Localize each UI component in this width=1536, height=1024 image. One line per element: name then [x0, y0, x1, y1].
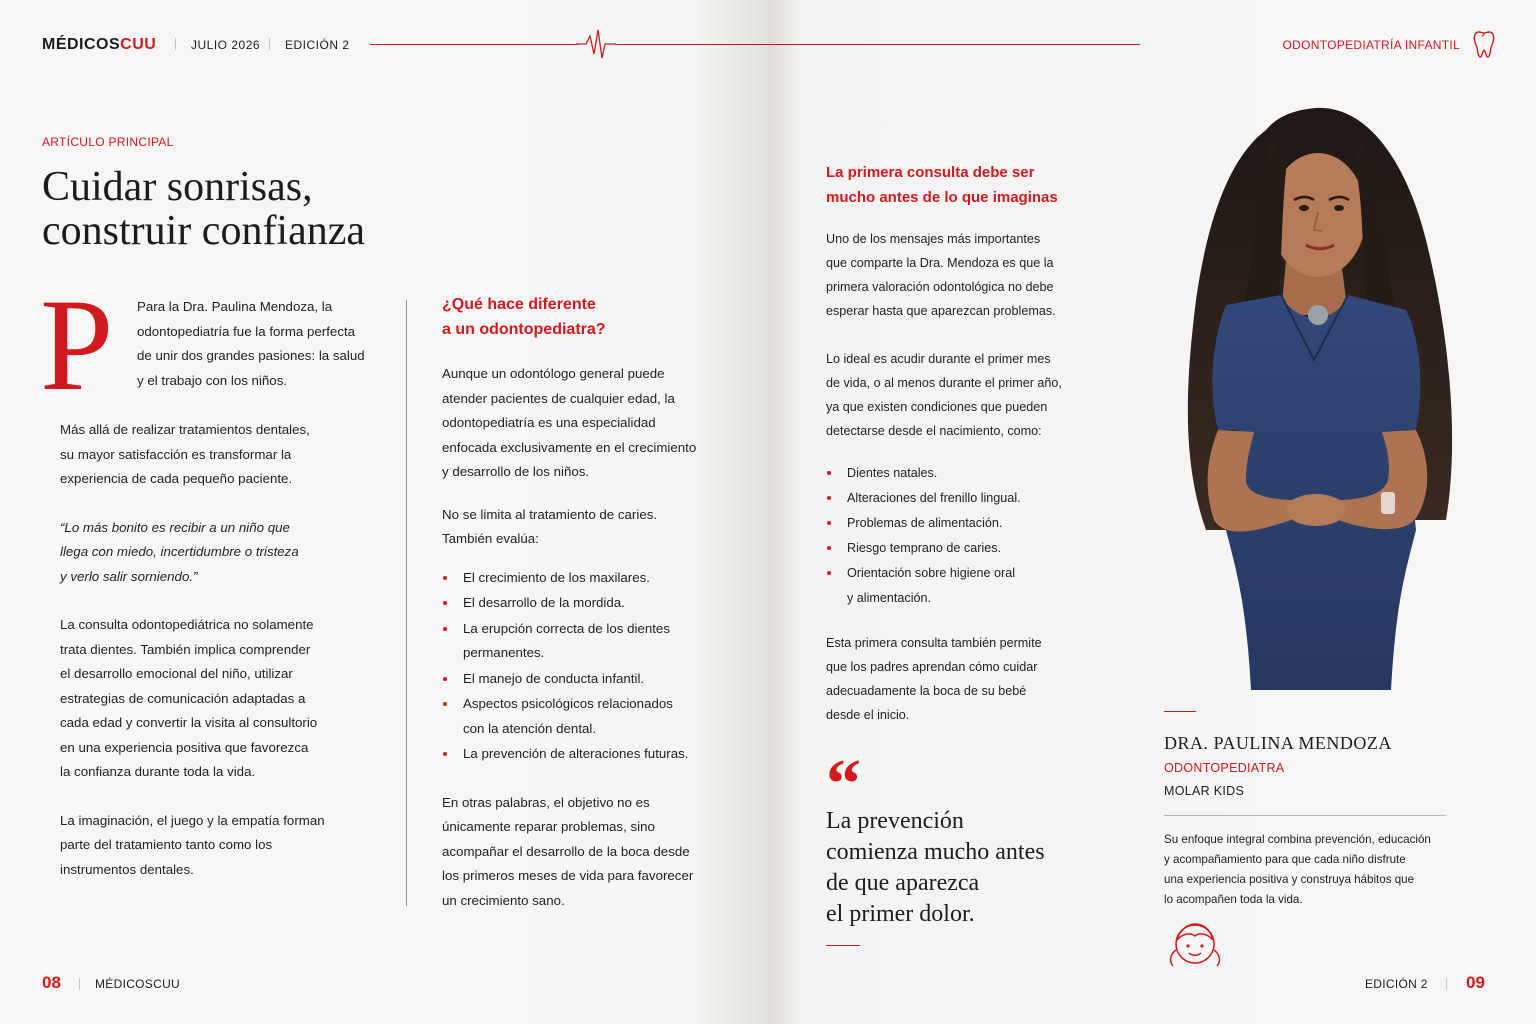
- doctor-portrait: [1086, 100, 1536, 690]
- list-item: [826, 536, 1086, 561]
- child-face-icon: [1164, 918, 1226, 970]
- text-line: únicamente reparar problemas, sino: [442, 819, 655, 834]
- text-line: trata dientes. También implica comprender: [60, 641, 311, 657]
- text-line: y desarrollo de los niños.: [442, 464, 590, 479]
- heading-line: mucho antes de lo que imaginas: [826, 188, 1058, 206]
- header-rule: [370, 44, 578, 45]
- text-line: experiencia de cada pequeño paciente.: [60, 471, 293, 486]
- text-line: ya que existen condiciones que pueden: [826, 400, 1048, 414]
- tooth-icon: [1473, 30, 1495, 58]
- section-heading: [826, 161, 1086, 210]
- text-line: Alteraciones del frenillo lingual.: [847, 491, 1021, 505]
- text-line: que comparte la Dra. Mendoza es que la: [826, 256, 1054, 270]
- text-line: esperar hasta que aparezcan problemas.: [826, 304, 1056, 318]
- text-line: una experiencia positiva y construya hábitos que: [1164, 873, 1415, 886]
- text-line: enfocada exclusivamente en el crecimiento: [442, 439, 697, 455]
- text-line: lo acompañen toda la vida.: [1164, 893, 1303, 906]
- text-line: Uno de los mensajes más importantes: [826, 232, 1041, 246]
- text-line: con la atención dental.: [463, 720, 597, 736]
- doctor-description: [1164, 830, 1454, 910]
- footer-separator: [1446, 978, 1447, 990]
- text-line: También evalúa:: [442, 531, 539, 546]
- text-line: Para la Dra. Paulina Mendoza, la: [137, 299, 333, 314]
- quote-line: y verlo salir sorniendo.”: [60, 568, 198, 584]
- list-item: [442, 591, 712, 616]
- evaluation-list: [442, 566, 712, 767]
- text-line: Aspectos psicológicos relacionados: [463, 696, 673, 711]
- heading-line: a un odontopediatra?: [442, 320, 606, 338]
- doctor-name: DRA. PAULINA MENDOZA: [1164, 733, 1392, 753]
- issue-date: JULIO 2026: [191, 38, 261, 52]
- text-line: odontopediatría es una especialidad: [442, 415, 656, 430]
- header-separator: [269, 38, 270, 50]
- header-rule: [615, 44, 768, 45]
- text-line: Problemas de alimentación.: [847, 516, 1003, 530]
- heartbeat-icon: [576, 28, 616, 62]
- page-number-left: 08: [42, 973, 61, 992]
- text-line: Dientes natales.: [847, 466, 938, 480]
- text-line: El manejo de conducta infantil.: [463, 670, 645, 686]
- issue-edition: EDICIÓN 2: [285, 38, 350, 52]
- heading-line: La primera consulta debe ser: [826, 164, 1035, 181]
- quote-line: comienza mucho antes: [826, 839, 1045, 865]
- page-number-right: 09: [1466, 973, 1485, 992]
- text-line: primera valoración odontológica no debe: [826, 280, 1054, 294]
- footer-separator: [79, 978, 80, 990]
- text-line: de unir dos grandes pasiones: la salud: [137, 348, 365, 363]
- text-line: Su enfoque integral combina prevención, educación: [1164, 833, 1431, 846]
- text-line: Esta primera consulta también permite: [826, 636, 1042, 650]
- text-line: el desarrollo emocional del niño, utilizar: [60, 666, 293, 681]
- text-line: El desarrollo de la mordida.: [463, 595, 625, 610]
- quote-line: La prevención: [826, 808, 964, 834]
- title-line: construir confianza: [42, 208, 366, 254]
- text-line: acompañar el desarrollo de la boca desde: [442, 843, 690, 859]
- article-title: [42, 165, 462, 253]
- text-line: cada edad y convertir la visita al consultorio: [60, 715, 318, 730]
- quote-line: “Lo más bonito es recibir a un niño que: [60, 519, 290, 535]
- middle-column: [442, 293, 712, 913]
- text-line: La consulta odontopediátrica no solamente: [60, 617, 314, 632]
- card-accent-rule: [1164, 711, 1196, 712]
- text-line: adecuadamente la boca de su bebé: [826, 684, 1027, 698]
- footer-edition: EDICIÓN 2: [1365, 977, 1428, 991]
- doctor-role: ODONTOPEDIATRA: [1164, 761, 1285, 775]
- left-column-body: [60, 418, 350, 882]
- pull-quote: [826, 806, 1086, 930]
- list-item: [826, 461, 1086, 486]
- section-body: [442, 362, 712, 913]
- quote-mark: “: [826, 746, 861, 823]
- text-line: Orientación sobre higiene oral: [847, 566, 1016, 580]
- text-line: Aunque un odontólogo general puede: [442, 366, 665, 381]
- text-line: No se limita al tratamiento de caries.: [442, 506, 658, 522]
- right-column: [826, 161, 1086, 727]
- text-line: y acompañamiento para que cada niño disfrute: [1164, 853, 1406, 866]
- doctor-clinic: MOLAR KIDS: [1164, 784, 1245, 798]
- section-heading: [442, 293, 712, 342]
- text-line: un crecimiento sano.: [442, 892, 565, 908]
- text-line: estrategias de comunicación adaptadas a: [60, 690, 306, 706]
- text-line: y el trabajo con los niños.: [137, 372, 288, 388]
- brand-logo: [42, 36, 156, 54]
- text-line: El crecimiento de los maxilares.: [463, 569, 650, 585]
- text-line: atender pacientes de cualquier edad, la: [442, 390, 675, 406]
- right-page: [768, 0, 1536, 1024]
- list-item: [442, 566, 712, 591]
- text-line: su mayor satisfacción es transformar la: [60, 446, 292, 462]
- quote-line: el primer dolor.: [826, 901, 975, 927]
- drop-cap: P: [40, 271, 114, 418]
- header-separator: [175, 38, 176, 50]
- intro-paragraph: [137, 295, 377, 393]
- conditions-list: [826, 461, 1086, 611]
- section-label: ODONTOPEDIATRÍA INFANTIL: [1282, 38, 1460, 52]
- list-item: [442, 667, 712, 692]
- list-item: [442, 617, 712, 666]
- list-item: [442, 742, 712, 767]
- brand-prefix: MÉDICOS: [42, 36, 121, 53]
- footer-brand: MÉDICOSCUU: [95, 977, 181, 991]
- text-line: La prevención de alteraciones futuras.: [463, 746, 689, 761]
- text-line: en una experiencia positiva que favorezca: [60, 739, 309, 755]
- text-line: detectarse desde el nacimiento, como:: [826, 424, 1042, 438]
- text-line: desde el inicio.: [826, 708, 910, 722]
- column-divider: [406, 300, 407, 906]
- text-line: parte del tratamiento tanto como los: [60, 837, 273, 852]
- text-line: que los padres aprendan cómo cuidar: [826, 660, 1038, 674]
- list-item: [826, 486, 1086, 511]
- text-line: la confianza durante toda la vida.: [60, 764, 256, 779]
- heading-line: ¿Qué hace diferente: [442, 296, 596, 313]
- section-body: [826, 227, 1086, 727]
- quote-rule: [826, 945, 860, 946]
- list-item: [442, 692, 712, 741]
- card-divider: [1164, 815, 1446, 816]
- text-line: permanentes.: [463, 645, 545, 660]
- title-line: Cuidar sonrisas,: [42, 164, 313, 210]
- text-line: La imaginación, el juego y la empatía forman: [60, 812, 325, 828]
- list-item: [826, 511, 1086, 536]
- quote-line: de que aparezca: [826, 870, 980, 896]
- list-item: [826, 561, 1086, 611]
- text-line: Riesgo temprano de caries.: [847, 541, 1002, 555]
- text-line: Más allá de realizar tratamientos dentales,: [60, 422, 310, 437]
- text-line: y alimentación.: [847, 591, 931, 605]
- text-line: La erupción correcta de los dientes: [463, 620, 670, 636]
- article-kicker: ARTÍCULO PRINCIPAL: [42, 135, 174, 149]
- text-line: odontopediatría fue la forma perfecta: [137, 323, 356, 339]
- text-line: En otras palabras, el objetivo no es: [442, 794, 650, 810]
- text-line: los primeros meses de vida para favorecer: [442, 868, 694, 883]
- text-line: de vida, o al menos durante el primer año,: [826, 376, 1062, 390]
- header-rule: [768, 44, 1140, 45]
- text-line: Lo ideal es acudir durante el primer mes: [826, 352, 1051, 366]
- quote-line: llega con miedo, incertidumbre o tristeza: [60, 544, 299, 559]
- brand-suffix: CUU: [120, 36, 157, 53]
- text-line: instrumentos dentales.: [60, 861, 194, 877]
